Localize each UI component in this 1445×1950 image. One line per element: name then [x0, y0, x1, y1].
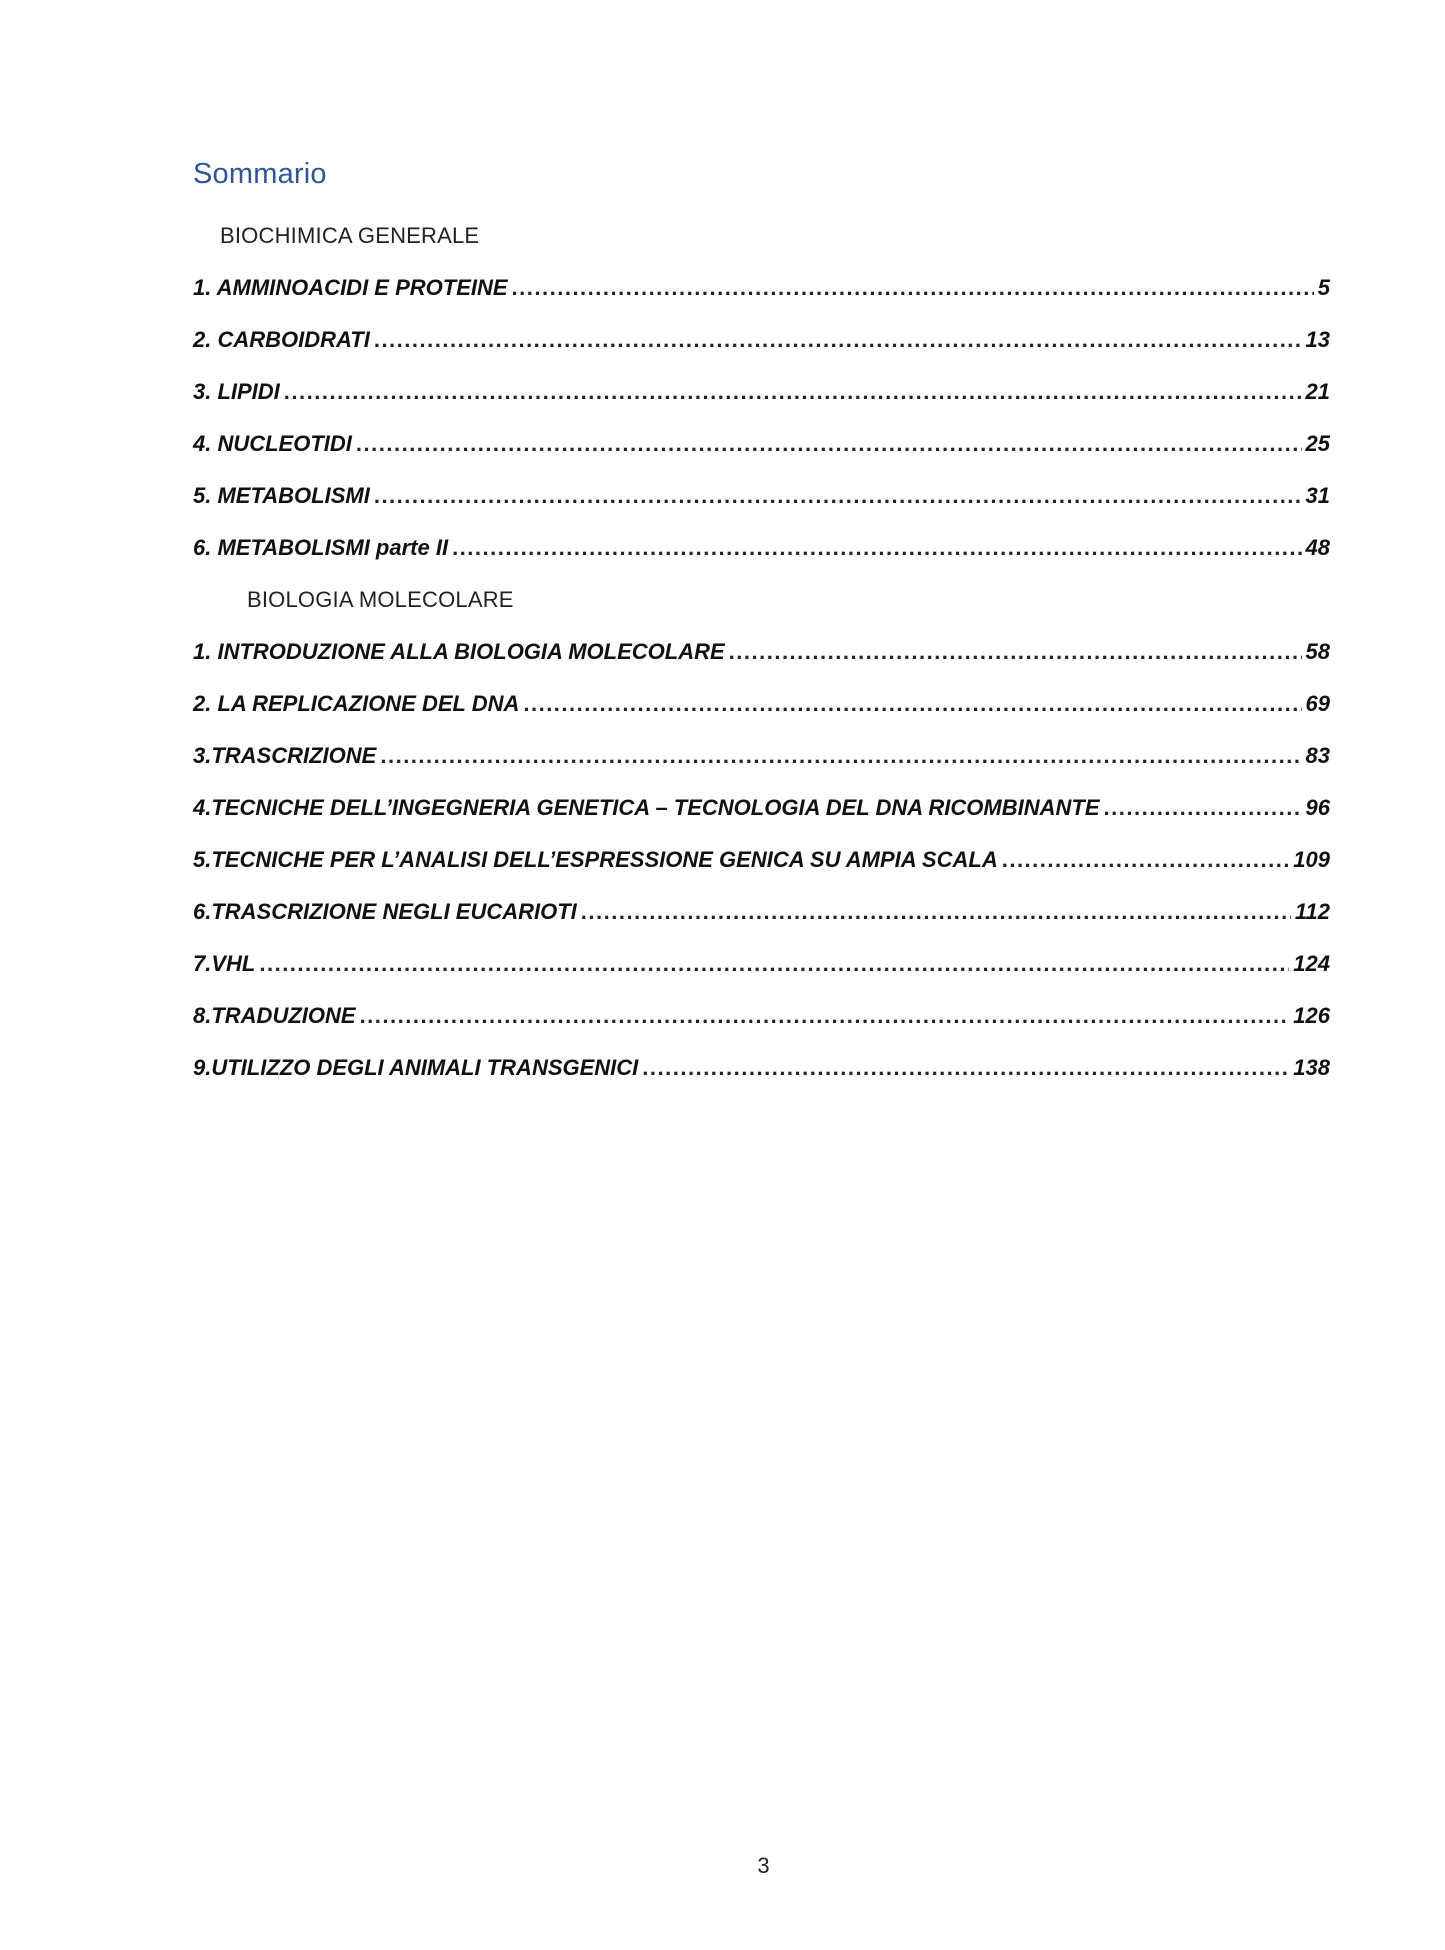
- toc-dot-leader: [523, 678, 1301, 730]
- toc-section-heading: BIOCHIMICA GENERALE: [220, 223, 480, 248]
- toc-entry[interactable]: [193, 782, 1330, 834]
- toc-entry-page: 112: [1294, 899, 1330, 924]
- toc-dot-leader: [374, 314, 1302, 366]
- toc-dot-leader: [259, 938, 1289, 990]
- toc-entry[interactable]: [193, 626, 1330, 678]
- toc-dot-leader: [512, 262, 1314, 314]
- toc-entry-page: 5: [1317, 275, 1330, 300]
- table-of-contents: [193, 210, 1330, 1094]
- toc-entry-page: 69: [1305, 691, 1330, 716]
- toc-entry[interactable]: [193, 366, 1330, 418]
- toc-entry-label: 3.TRASCRIZIONE: [193, 743, 377, 768]
- toc-dot-leader: [1002, 834, 1290, 886]
- toc-dot-leader: [380, 730, 1301, 782]
- toc-section-heading: BIOLOGIA MOLECOLARE: [247, 587, 514, 612]
- page-number: 3: [757, 1853, 770, 1878]
- toc-entry-page: 109: [1293, 847, 1330, 872]
- toc-dot-leader: [374, 470, 1302, 522]
- toc-dot-leader: [360, 990, 1290, 1042]
- toc-entry[interactable]: [193, 886, 1330, 938]
- toc-dot-leader: [642, 1042, 1289, 1094]
- toc-entry-label: 5. METABOLISMI: [193, 483, 370, 508]
- toc-entry-page: 31: [1305, 483, 1330, 508]
- toc-entry-label: 4. NUCLEOTIDI: [193, 431, 352, 456]
- toc-title: Sommario: [193, 158, 327, 190]
- toc-entry-page: 13: [1305, 327, 1330, 352]
- toc-entry[interactable]: [193, 262, 1330, 314]
- toc-dot-leader: [356, 418, 1302, 470]
- toc-dot-leader: [729, 626, 1302, 678]
- toc-entry-page: 83: [1305, 743, 1330, 768]
- toc-entry-page: 126: [1293, 1003, 1330, 1028]
- toc-entry-label: 1. INTRODUZIONE ALLA BIOLOGIA MOLECOLARE: [193, 639, 725, 664]
- toc-entry-page: 58: [1305, 639, 1330, 664]
- toc-entry-label: 1. AMMINOACIDI E PROTEINE: [193, 275, 508, 300]
- toc-entry-label: 2. CARBOIDRATI: [193, 327, 370, 352]
- toc-dot-leader: [284, 366, 1302, 418]
- toc-entry-label: 6.TRASCRIZIONE NEGLI EUCARIOTI: [193, 899, 577, 924]
- toc-entry[interactable]: [193, 314, 1330, 366]
- toc-entry-page: 48: [1305, 535, 1330, 560]
- toc-entry[interactable]: [193, 990, 1330, 1042]
- toc-entry-page: 124: [1293, 951, 1330, 976]
- toc-entry-label: 7.VHL: [193, 951, 256, 976]
- toc-entry[interactable]: [193, 522, 1330, 574]
- toc-entry-label: 6. METABOLISMI parte II: [193, 535, 449, 560]
- toc-entry[interactable]: [193, 678, 1330, 730]
- toc-dot-leader: [452, 522, 1301, 574]
- toc-dot-leader: [1104, 782, 1302, 834]
- toc-entry[interactable]: [193, 1042, 1330, 1094]
- toc-entry[interactable]: [193, 938, 1330, 990]
- toc-entry-label: 9.UTILIZZO DEGLI ANIMALI TRANSGENICI: [193, 1055, 639, 1080]
- toc-entry-label: 3. LIPIDI: [193, 379, 280, 404]
- toc-entry[interactable]: [193, 418, 1330, 470]
- toc-entry-page: 25: [1305, 431, 1330, 456]
- toc-entry-page: 138: [1293, 1055, 1330, 1080]
- toc-entry[interactable]: [193, 834, 1330, 886]
- toc-entry[interactable]: [193, 730, 1330, 782]
- toc-entry-page: 96: [1305, 795, 1330, 820]
- toc-entry[interactable]: [193, 470, 1330, 522]
- toc-entry-label: 5.TECNICHE PER L’ANALISI DELL’ESPRESSIONE GENICA SU AMPIA SCALA: [193, 847, 998, 872]
- toc-entry-label: 8.TRADUZIONE: [193, 1003, 356, 1028]
- toc-entry-page: 21: [1305, 379, 1330, 404]
- toc-entry-label: 2. LA REPLICAZIONE DEL DNA: [193, 691, 520, 716]
- toc-entry-label: 4.TECNICHE DELL’INGEGNERIA GENETICA – TECNOLOGIA DEL DNA RICOMBINANTE: [193, 795, 1100, 820]
- toc-dot-leader: [581, 886, 1291, 938]
